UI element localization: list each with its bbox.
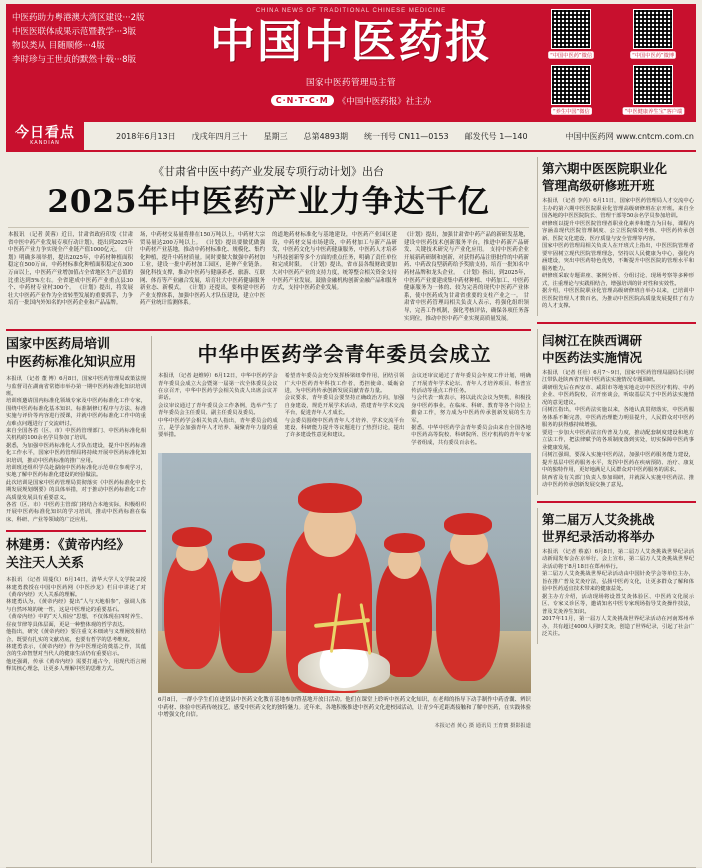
qr-caption: “中国中医药”微信 bbox=[549, 53, 592, 59]
lead-headline: 2025年中医药产业力争达千亿 bbox=[47, 184, 490, 220]
masthead-headline[interactable]: 李时珍与王世贞的默然十载···8版 bbox=[12, 55, 137, 65]
photo-child-cap bbox=[172, 527, 212, 547]
website-label[interactable]: 中国中医药网 www.cntcm.com.cn bbox=[565, 131, 694, 141]
issue-info-bar bbox=[6, 122, 696, 152]
kandian-pinyin: KANDIAN bbox=[30, 140, 60, 146]
lead-column: 本报讯 （记者 黄蓉）近日，甘肃省政府印发《甘肃省中医中药产业发展专项行动计划》，提出到2025年中医药产业力争实现全产业链产值1000亿元。 《计划》明确多项举措，提出2025年，中药材种植面积稳定在500万亩，中药材标准化种植面积稳定在300万亩以上，中医药产业增加值占全省地区生产总值的比重达到5%左右。全省建成中医药产业重点县30个、中药材专业村300个。 《计划》提出，将发展壮大中医药产业作为全省转型发展的重要抓手，力争培育一批国内外知名的中医药企业和产品品牌。 bbox=[8, 232, 133, 307]
sidebar-divider bbox=[537, 501, 696, 503]
qr-app[interactable] bbox=[614, 65, 692, 118]
masthead-headline[interactable]: 物以类从 目随顺修···4版 bbox=[12, 41, 105, 51]
masthead-publisher-row bbox=[271, 95, 432, 107]
photo-child-cap bbox=[298, 483, 362, 513]
issue-cn-code: 统一刊号 CN11—0153 bbox=[364, 131, 449, 141]
photo-noodle-bowl bbox=[298, 649, 390, 691]
masthead bbox=[6, 4, 696, 122]
sidebar-story-headline: 第六期中医医院职业化 管理高级研修班开班 bbox=[541, 161, 667, 193]
masthead-publisher: 《中国中医药报》社主办 bbox=[337, 96, 432, 107]
mid-band bbox=[6, 329, 531, 863]
sidebar-column bbox=[537, 157, 696, 863]
lead-column: 的道地药材标准化与基地建设，中医药产业园区建设，中药材交易市场建设，中药材加工与新产品研发，中医药文化与中医药健康服务，中医药人才培养与科技创新等多个方面的重点任务，明确了责任单位和完成时限。 《计划》提出，省市县各级财政要加大对中医药产业的支持力度，统筹整合相关资金支持中医药产业发展。鼓励金融机构创新金融产品和服务方式，支持中医药企业发展。 bbox=[271, 232, 397, 292]
photo-story-column: 希望青年委员会充分发挥桥梁纽带作用，团结引领广大中医药青年科技工作者，勇担使命、砥砺奋进，为中医药传承创新发展贡献青春力量。 会议要求，青年委员会要坚持正确政治方向，加强自身建设，规范开展学术活动，搭建青年学术交流平台，促进青年人才成长。 与会委员围绕中医药青年人才培养、学术交流平台建设、科研能力提升等议题进行了热烈讨论，提出了许多建设性意见和建议。 bbox=[284, 373, 405, 439]
qr-code-grid bbox=[528, 4, 696, 122]
photo-caption: 6月8日，一群小学生们在进贤县中医药文化教育基地参加暨基地开放日活动。他们在课堂上聆听中医药文化知识，在老师的指导下动手制作中药香囊、辨识中药材、体验中医药传统技艺，感受中医药文化的独特魅力。近年来，各地积极推进中医药文化进校园活动，让青少年近距离接触和了解中医药，在实践体验中增强文化自信。 bbox=[158, 697, 531, 719]
masthead-center bbox=[174, 4, 528, 122]
sidebar-story-headline: 第二届万人艾灸挑战 世界纪录活动将举办 bbox=[541, 511, 655, 544]
photo-credit: 本报记者 黄心 摄 通讯员 王育寶 摄影报道 bbox=[434, 722, 531, 729]
qr-code-icon bbox=[551, 9, 591, 49]
sidebar-story-body: 本报讯 （记者 任壮）6月7～9日，国家中医药管理局副局长闫树江带队赴陕西省开展中医药法实施情况专题调研。 调研组先后在西安市、咸阳市等地实地走访中医医疗机构、中药企业、中医药院校，召开座谈会，听取基层关于中医药法实施情况的意见建议。 闫树江指出，中医药法实施以来，各地认真贯彻落实，中医药服务体系不断完善，中医药治理能力明显提升，人民群众对中医药服务的获得感持续增强。 要进一步加大中医药法宣传普及力度，推动配套制度建设和地方立法工作，把法律赋予的各项制度落到实处，切实保障中医药事业健康发展。 闫树江强调，要深入实施中医药法，加强中医药服务能力建设，提升基层中医药服务水平，发挥中医药在疾病预防、治疗、康复中的独特作用，更好地满足人民群众对中医药服务的需求。 陕西省及有关部门负责人参加调研，并就深入实施中医药法、推动中医药传承创新发展交换了意见。 bbox=[541, 369, 694, 488]
photo-child-cap bbox=[228, 543, 265, 561]
kandian-badge[interactable] bbox=[6, 122, 84, 150]
sidebar-story-body: 本报讯 （记者 李芮）6月11日，国家中医药管理局人才交流中心主办的第六期中医医院职业化管理高级研修班在京开班。来自全国各地的中医医院院长、管理干部等50余名学员参加培训。 研修班以提升中医医院管理者职业化素养和能力为目标，课程内容涵盖现代医院管理制度、公立医院绩效考核、中医药传承创新、医院文化建设、医疗质量与安全管理等内容。 国家中医药管理局相关负责人在开班式上指出，中医医院管理者要牢固树立现代医院管理理念，坚持以人民健康为中心，强化内涵建设，突出中医药特色优势，不断提升中医医院的管理水平和服务能力。 研修班采取专题讲座、案例分析、分组讨论、现场考察等多种形式，注重理论与实践相结合，增强培训的针对性和实效性。 据介绍，中医医院职业化管理高级研修班自举办以来，已培训中医医院管理人才数百名，为推动中医医院高质量发展提供了有力的人才支撑。 bbox=[541, 198, 694, 309]
issue-meta bbox=[84, 131, 560, 142]
qr-code-icon bbox=[633, 9, 673, 49]
lead-column: 《计划》提出，加强甘肃省中药产品的新研发基地，建设中医药技术创新服务平台，推进中药新产品研发、关键技术研究与产业化应用。 支持中医药企业开展新药研制和创新，对获得药品注册批件的中药新药、中药改良型新药给予奖励支持，培育一批知名中药材品牌和龙头企业。 《计划》指出，到2025年，中医药产业要建成集中药材种植、中药加工、中医药健康服务为一体的、较为完善的现代中医药产业体系，使中医药成为甘肃省重要的支柱产业之一。 甘肃省中医药管理局相关负责人表示，将强化组织领导，完善工作机制，强化考核评估，确保各项任务落实到位，推动中医中药产业实现高质量发展。 bbox=[403, 232, 529, 322]
sidebar-story-body: 本报讯 （记者 蔡嘉）6月8日，第二届万人艾灸挑战世界纪录活动新闻发布会在京举行，会上宣布，第二届万人艾灸挑战世界纪录活动将于8月18日在郑州举行。 第二届万人艾灸挑战世界纪录活动由中国针灸学会等单位主办，旨在推广普及艾灸疗法，弘扬中医药文化，让更多群众了解和体验中医药适宜技术带来的健康益处。 据主办方介绍，活动现场将设置艾灸体验区、中医药文化展示区、专家义诊区等，邀请知名中医专家现场指导艾灸操作技法，普及艾灸养生知识。 2017年11月，第一届万人艾灸挑战世界纪录活动在河南郑州举办，共有超过4000人同时艾灸，创造了世界纪录，引起了社会广泛关注。 bbox=[541, 548, 694, 637]
photo-story-headline: 中华中医药学会青年委员会成立 bbox=[197, 342, 492, 367]
issue-weekday: 星期三 bbox=[263, 131, 288, 141]
photo-child-cap bbox=[384, 533, 425, 553]
lead-column: 场，中药材交易量将排在150万吨以上，中药材大宗贸易量达200万吨以上。 《计划》提出要做优做强中药材产业基地，推动中药材标准化、规模化、集约化种植，提升中药材质量。同时要做大做强中药材加工业，建设一批中药材加工园区，延伸产业链条。 强化科技支撑，推动中医药与健康养老、旅游、互联网、体育等产业融合发展，培育壮大中医药健康服务新业态、新模式。 《计划》还提出，要构建中医药产业支撑体系，加强中医药人才队伍建设，建立中医药产业统计监测体系。 bbox=[139, 232, 265, 307]
photo-story bbox=[158, 336, 531, 863]
lead-body bbox=[8, 227, 529, 323]
lead-story bbox=[6, 157, 531, 323]
story-body: 本报讯 （记者 周蔓仪）6月14日，清华大学人文学院교授林建勇教授在中国中医药网《中医沙龙》栏目中讲述了对《黄帝内经》天人关系的理解。 林建勇认为，《黄帝内经》提出“人与天地相参”，强调人体与自然环境的统一性，这是中医理论的重要基石。 《黄帝内经》中的“天人相应”思想，不仅体现在四时养生、昼夜节律等具体层面，更是一种整体观的哲学表达。 他指出，研究《黄帝内经》要注重文本细读与义理阐发相结合，既要有扎实的文献功底，也要有哲学的思考维度。 林建勇表示，《黄帝内经》作为中医理论的奠基之作，其蕴含的生命智慧对当代人的健康生活仍有重要启示。 他还强调，传承《黄帝内经》需要打通古今，用现代语言阐释其核心理念，让更多人理解中医的思维方式。 bbox=[6, 577, 146, 673]
publisher-logo: C·N·T·C·M bbox=[271, 95, 334, 106]
issue-date: 2018年6月13日 bbox=[116, 131, 176, 141]
kandian-label: 今日看点 bbox=[15, 125, 75, 141]
sidebar-divider bbox=[537, 322, 696, 324]
masthead-sponsor: 国家中医药管理局主管 bbox=[305, 78, 396, 88]
qr-caption: “中国中医药”微博 bbox=[631, 53, 674, 59]
newspaper-title: 中国中医药报 bbox=[209, 15, 492, 68]
lead-kicker: 《甘肃省中医中药产业发展专项行动计划》出台 bbox=[152, 165, 384, 178]
sidebar-story-headline: 闫树江在陕西调研 中医药法实施情况 bbox=[541, 332, 642, 365]
masthead-eyebrow: CHINA NEWS OF TRADITIONAL CHINESE MEDICINE bbox=[255, 8, 447, 14]
story-body: 本报讯 （记者 董 博）6月8日，国家中医药管理局政策法规与监督司在湖南省常德市举办第一期中医药标准化知识培训班。 培训班邀请国内标准化领域专家及中医药标准化工作专家，围绕中医药标准化基本知识、标准制修订程序与方法、标准实施与评价等内容进行授课，并就中医药标准化工作中的重点难点问题进行了交流研讨。 来自全国各省（区、市）中医药管理部门、中医药标准化相关机构的100余名学员参加了培训。 据悉，为加强中医药标准化人才队伍建设，提升中医药标准化工作水平，国家中医药管理局将持续开展中医药标准化知识培训，推动中医药标准的推广应用。 培训班还组织学员赴湖南中医药标准化示范单位参观学习，实地了解中医药标准化建设的经验做法。 此次培训是国家中医药管理局贯彻落实《中医药标准化中长期发展规划纲要》的具体举措，对于推动中医药标准化工作高质量发展具有重要意义。 各省（区、市）中医药主管部门将结合本地实际，积极组织开展中医药标准化知识的学习培训，推动中医药标准在临床、科研、产业等领域的广泛应用。 bbox=[6, 376, 146, 523]
qr-weibo[interactable] bbox=[614, 9, 692, 62]
story-huangdi-neijing bbox=[6, 537, 146, 673]
photo-child-cap bbox=[444, 513, 492, 535]
issue-post-code: 邮发代号 1—140 bbox=[464, 131, 528, 141]
sidebar-story-shaanxi-survey bbox=[537, 329, 696, 495]
photo-story-column: 会议还审议通过了青年委员会年度工作计划，明确了开展青年学术论坛、青年人才培养项目、科普宣传活动等重点工作任务。 与会代表一致表示，将以此次会议为契机，积极投身中医药事业，在临床、科研、教育等各个岗位上勤奋工作，努力成为中医药传承创新发展的生力军。 据悉，中华中医药学会青年委员会由来自全国各地中医药高等院校、科研院所、医疗机构的青年专家学者组成，共有委员百余名。 bbox=[411, 373, 531, 446]
photo-story-body bbox=[158, 373, 531, 447]
story-standards bbox=[6, 336, 146, 524]
qr-weixin[interactable] bbox=[532, 9, 610, 62]
photo-children-tcm-class bbox=[158, 453, 531, 693]
masthead-headline-list bbox=[6, 4, 174, 122]
qr-code-icon bbox=[551, 65, 591, 105]
mid-left-stack bbox=[6, 336, 152, 863]
page-content bbox=[6, 157, 696, 863]
qr-caption: “中医健康养生宝”客户端 bbox=[624, 108, 682, 115]
masthead-headline[interactable]: 中医药助力粤港澳大湾区建设···2版 bbox=[12, 13, 145, 23]
sidebar-story-moxibustion-record bbox=[537, 508, 696, 644]
qr-code-icon bbox=[633, 65, 673, 105]
story-headline: 林建勇：《黄帝内经》 关注天人关系 bbox=[6, 538, 130, 572]
sidebar-story-research-class bbox=[537, 157, 696, 316]
masthead-headline[interactable]: 中医医联体成果示范暨教学···3版 bbox=[12, 27, 137, 37]
section-divider bbox=[6, 530, 146, 532]
issue-lunar-date: 戊戌年四月三十 bbox=[191, 131, 248, 141]
qr-caption: “养生中国”微信 bbox=[552, 108, 590, 115]
qr-health[interactable] bbox=[532, 65, 610, 118]
main-column bbox=[6, 157, 531, 863]
issue-number: 总第4893期 bbox=[303, 131, 348, 141]
story-headline: 国家中医药局培训 中医药标准化知识应用 bbox=[6, 337, 137, 371]
photo-story-column: 本报讯 （记者 赵维婷）6月12日，中华中医药学会青年委员会成立大会暨第一届第一次全体委员会议在京召开，中华中医药学会相关负责人出席会议并讲话。 会议审议通过了青年委员会工作条例，选举产生了青年委员会主任委员、副主任委员及委员。 中华中医药学会相关负责人指出，青年委员会的成立，是学会加强青年人才培养、凝聚青年力量的重要举措。 bbox=[158, 373, 278, 439]
